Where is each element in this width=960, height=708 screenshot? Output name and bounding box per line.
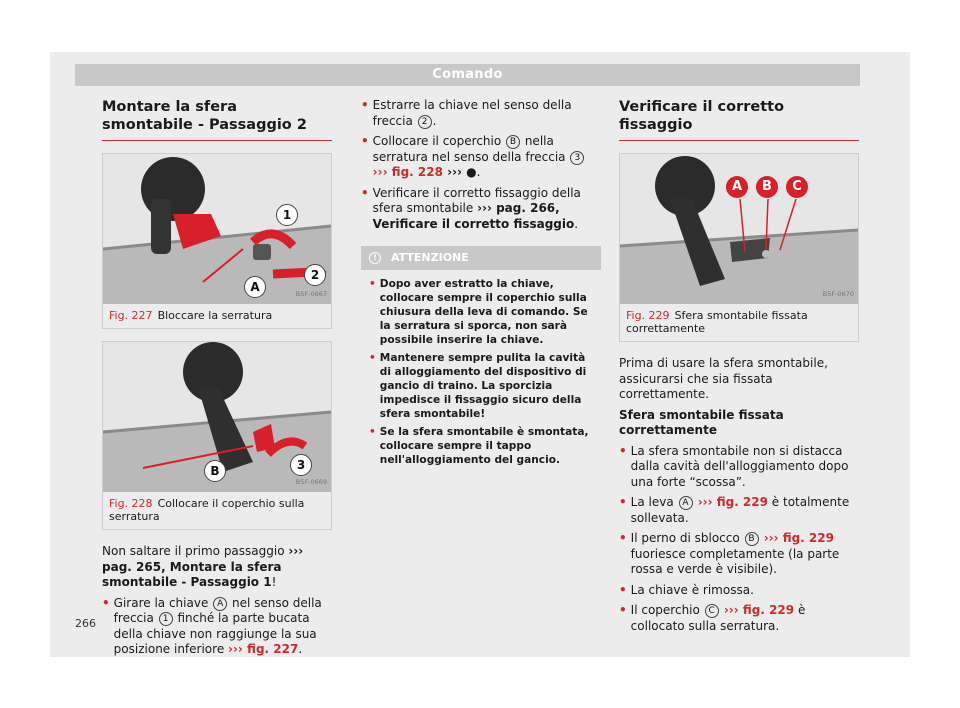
towbar-lock-illustration <box>103 154 331 304</box>
text: Girare la chiave <box>113 595 213 610</box>
text: Estrarre la chiave nel senso della freccia <box>372 98 572 128</box>
list-item <box>619 531 859 578</box>
figure-229 <box>619 153 859 342</box>
figure-227-caption-text: Bloccare la serratura <box>157 309 273 322</box>
xref-warning-arrow[interactable]: ››› <box>442 165 467 179</box>
figure-229-label-b: B <box>756 176 778 198</box>
list-item-text <box>631 531 859 578</box>
warning-title: ATTENZIONE <box>391 251 469 264</box>
figure-228-image <box>103 342 331 492</box>
list-item <box>361 98 601 129</box>
figure-227-caption <box>103 304 331 328</box>
text: La leva <box>630 495 678 509</box>
warning-body <box>361 270 601 481</box>
badge-1: 1 <box>159 612 173 626</box>
column-left <box>102 98 332 663</box>
figure-228-label-3: 3 <box>290 454 312 476</box>
chapter-header <box>75 64 860 86</box>
xref-fig-229[interactable]: ››› fig. 229 <box>759 531 834 545</box>
badge-b: B <box>745 532 759 546</box>
list-item <box>619 444 859 491</box>
text: Il coperchio <box>630 603 704 617</box>
bullet-icon: • <box>102 595 110 610</box>
warning-item-text: Mantenere sempre pulita la cavità di alloggiamento del dispositivo di gancio di traino. La sporcizia impedisce il fissaggio sicuro della sfera smontabile! <box>379 351 587 420</box>
figure-229-label-c: C <box>786 176 808 198</box>
bullet-icon: • <box>619 495 627 509</box>
text: . <box>298 642 303 656</box>
warning-box <box>361 246 601 481</box>
text: è totalmente sollevata. <box>630 495 850 525</box>
text: è collocato sulla serratura. <box>630 603 806 633</box>
figure-229-caption <box>620 304 858 341</box>
column-right <box>619 98 859 639</box>
list-item-text <box>631 495 859 526</box>
xref-fig-229[interactable]: ››› fig. 229 <box>693 495 768 509</box>
list-item <box>102 596 332 658</box>
xref-page-265[interactable]: ››› pag. 265, Montare la sfera smontabile - Passaggio 1 <box>102 544 304 589</box>
bullet-icon: • <box>361 134 369 148</box>
page-number: 266 <box>75 617 96 630</box>
xref-fig-227[interactable]: ››› fig. 227 <box>228 642 299 656</box>
list-item <box>361 134 601 181</box>
bullet-icon: • <box>369 277 376 290</box>
list-item-text: La chiave è rimossa. <box>630 582 754 597</box>
figure-229-number: Fig. 229 <box>626 309 670 322</box>
warning-item-text: Dopo aver estratto la chiave, collocare sempre il coperchio sulla chiusura della leva di comando. Se la serratura si sporca, non sarà possibile inserire la chiave. <box>379 277 588 346</box>
warning-header <box>361 246 601 270</box>
paragraph-step1-reminder <box>102 544 332 591</box>
bullet-icon: • <box>619 603 627 617</box>
text: nel senso della freccia <box>113 595 322 625</box>
figure-228-code: B5F-0669 <box>295 477 327 486</box>
list-item-text <box>631 603 859 634</box>
list-item-text: La sfera smontabile non si distacca dalla cavità dell'alloggiamento dopo una forte “scossa”. <box>630 443 849 489</box>
figure-229-image <box>620 154 858 304</box>
section-title-step2: Montare la sfera smontabile - Passaggio 2 <box>102 98 332 141</box>
figure-229-caption-text: Sfera smontabile fissata correttamente <box>626 309 808 335</box>
text: . <box>476 165 481 179</box>
badge-2: 2 <box>418 115 432 129</box>
list-item <box>619 495 859 526</box>
list-item-text <box>373 98 601 129</box>
bullet-icon: • <box>361 98 369 112</box>
text: . <box>432 113 437 128</box>
figure-228-caption-text: Collocare il coperchio sulla serratura <box>109 497 305 523</box>
figure-227-label-a: A <box>244 276 266 298</box>
figure-228 <box>102 341 332 530</box>
warning-item <box>369 425 593 467</box>
xref-fig-228[interactable]: ››› fig. 228 <box>372 165 443 179</box>
bullet-icon: • <box>361 185 369 200</box>
list-item <box>361 186 601 233</box>
bullet-icon: • <box>369 351 376 364</box>
figure-227-code: B5F-0667 <box>295 289 327 298</box>
list-item-text <box>114 596 332 658</box>
figure-228-number: Fig. 228 <box>109 497 153 510</box>
text: finché la parte bucata della chiave non raggiunge la sua posizione inferiore <box>113 611 317 656</box>
warning-item <box>369 277 593 347</box>
badge-a: A <box>679 496 693 510</box>
list-item <box>619 603 859 634</box>
figure-229-code: B5F-0670 <box>822 289 854 298</box>
text: Il perno di sblocco <box>630 531 744 545</box>
warning-icon: ! <box>369 252 381 264</box>
badge-a: A <box>213 597 227 611</box>
xref-page-266[interactable]: ››› pag. 266, Verificare il corretto fissaggio <box>372 201 575 231</box>
list-item <box>619 583 859 599</box>
bullet-icon: • <box>369 425 376 438</box>
warning-item <box>369 351 593 421</box>
list-item-text <box>373 186 601 233</box>
paragraph-intro: Prima di usare la sfera smontabile, assicurarsi che sia fissata correttamente. <box>619 356 828 401</box>
text: nella serratura nel senso della freccia <box>372 134 570 164</box>
badge-b: B <box>506 135 520 149</box>
text: ! <box>271 575 277 589</box>
column-middle <box>361 98 601 481</box>
text: Non saltare il primo passaggio <box>102 544 289 558</box>
figure-227-label-2: 2 <box>304 264 326 286</box>
warning-item-text: Se la sfera smontabile è smontata, collocare sempre il tappo nell'alloggiamento del gancio. <box>379 425 589 466</box>
figure-229-label-a: A <box>726 176 748 198</box>
bullet-icon: • <box>619 531 627 545</box>
figure-227-label-1: 1 <box>276 204 298 226</box>
warning-ref-icon: ● <box>466 165 477 179</box>
figure-227-number: Fig. 227 <box>109 309 153 322</box>
badge-3: 3 <box>570 151 584 165</box>
text: . <box>574 216 579 231</box>
chapter-title: Comando <box>432 67 503 82</box>
text: fuoriesce completamente (la parte rossa e verde è visibile). <box>630 546 840 576</box>
figure-227 <box>102 153 332 329</box>
figure-228-label-b: B <box>204 460 226 482</box>
text: Collocare il coperchio <box>372 134 506 148</box>
subheading-fixed-correctly: Sfera smontabile fissata correttamente <box>619 407 784 437</box>
text: Verificare il corretto fissaggio della sfera smontabile <box>372 185 581 215</box>
xref-fig-229[interactable]: ››› fig. 229 <box>719 603 795 617</box>
figure-227-image <box>103 154 331 304</box>
badge-c: C <box>705 604 719 618</box>
bullet-icon: • <box>619 582 627 597</box>
section-title-verify: Verificare il corretto fissaggio <box>619 98 859 141</box>
bullet-icon: • <box>619 443 627 458</box>
list-item-text <box>373 134 601 181</box>
figure-228-caption <box>103 492 331 529</box>
